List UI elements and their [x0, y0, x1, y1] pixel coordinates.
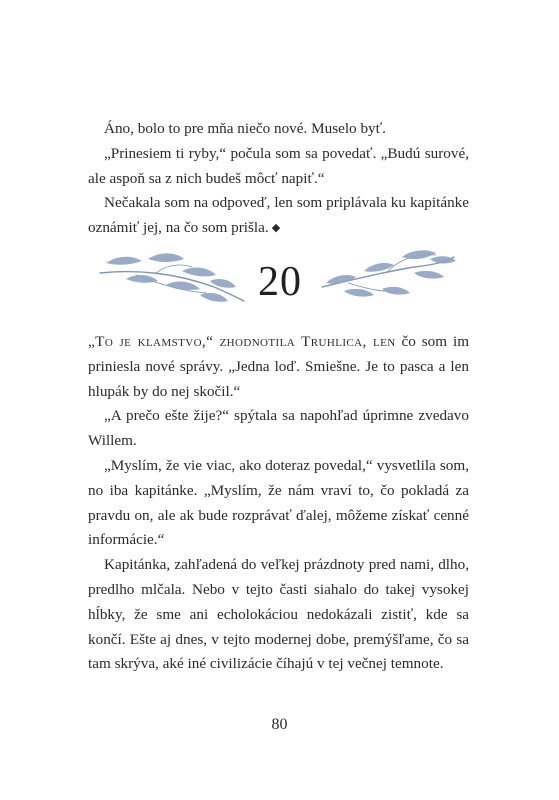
paragraph-text: Nečakala som na odpoveď, len som priplávala ku kapitánke oznámiť jej, na čo som prišla.: [88, 194, 469, 237]
leaf-branch-left-icon: [96, 243, 246, 313]
chapter-end-text: [88, 117, 469, 242]
paragraph: „Prinesiem ti ryby,“ počula som sa povedať. „Budú surové, ale aspoň sa z nich budeš môcť napiť.“: [88, 144, 469, 187]
paragraph: „Myslím, že vie viac, ako doteraz povedal,“ vysvetlila som, no iba kapitánke. „Myslím, že nám vraví to, čo pokladá za pravdu on, ale ak bude rozprávať ďalej, môžeme získať cenné informácie.“: [88, 456, 469, 549]
page-number: 80: [271, 716, 288, 733]
leaf-branch-right-icon: [318, 243, 458, 313]
paragraph: [88, 191, 469, 242]
opening-rest: čo som im priniesla nové správy. „Jedna loď. Smiešne. Je to pasca a len hlupák by do nej skočil.“: [88, 333, 470, 400]
opening-small-caps: „To je klamstvo,“ zhodnotila Truhlica, len: [88, 333, 396, 350]
paragraph: Áno, bolo to pre mňa niečo nové. Muselo byť.: [104, 120, 386, 137]
paragraph: Kapitánka, zahľadená do veľkej prázdnoty pred nami, dlho, predlho mlčala. Nebo v tejto časti siahalo do takej vysokej hĺbky, že sme ani echolokáciou nedokázali zistiť, kde sa končí. Ešte aj dnes, v tejto modernej dobe, premýšľame, čo sa tam skrýva, aké iné civilizácie číhajú v tej večnej temnote.: [88, 556, 469, 673]
end-diamond-icon: ◆: [271, 222, 281, 235]
paragraph: „A prečo ešte žije?“ spýtala sa napohľad úprimne zvedavo Willem.: [88, 407, 469, 450]
chapter-number: 20: [258, 259, 302, 305]
chapter-text: [88, 330, 469, 677]
chapter-opening-paragraph: [88, 330, 469, 404]
